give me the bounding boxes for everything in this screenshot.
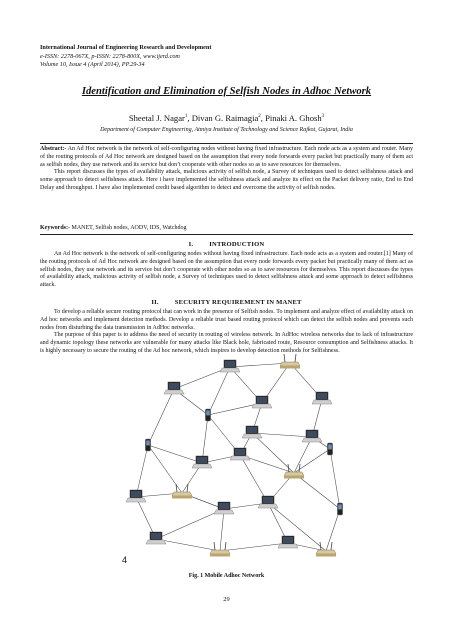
author-affil-mark: 3 xyxy=(321,114,325,120)
journal-name: International Journal of Engineering Research and Development xyxy=(40,44,212,51)
section-number: I. xyxy=(188,241,194,248)
abstract-top-rule xyxy=(40,143,413,144)
laptop-icon xyxy=(230,448,250,460)
laptop-icon xyxy=(126,490,146,502)
security-paragraph-2: The purpose of this paper is to address the need of security in routing of wireless network. In AdHoc wireless networks due to lack of infrastructure and dynamic topology these networks are vulnerable for many attacks like Black hole, fabricated route, Resource consumption and Selfishness attacks. It is highly necessary to secure the routing of the Ad hoc network, which inspires to develop detection methods for Selfishness. xyxy=(40,332,413,354)
phone-icon xyxy=(327,443,332,455)
keywords-label: Keywords:- xyxy=(40,225,70,231)
abstract-paragraph-1: An Ad Hoc network is the network of self-configuring nodes without having fixed infrastructure. Each node acts as a system and router. Many of the routing protocols of Ad Hoc network are designed based on the assumption that every node forwards every packet but practically many of them act as selfish nodes, they use network and its service but don’t cooperate with other nodes so as to save resources for themselves. xyxy=(40,146,413,168)
network-link xyxy=(330,449,340,509)
laptop-icon xyxy=(164,382,184,394)
network-link xyxy=(220,543,288,551)
abstract-paragraph-2: This report discusses the types of availability attack, malicious activity of selfish node, a Survey of techniques used to detect selfishness attack and some approach to detect selfishness attack. Here i have implemented the selfishness attack and analyze its effect on the Packet delivery ratio, End to End Delay and throughput. I have also implemented credit based algorithm to detect and overcome the activity of selfish nodes. xyxy=(40,169,413,191)
author-name: Sheetal J. Nagar xyxy=(128,113,185,123)
mobile-adhoc-network-figure xyxy=(112,345,348,571)
router-icon xyxy=(280,354,300,369)
figure-number-label: 4 xyxy=(122,555,128,565)
page-number: 29 xyxy=(223,596,230,603)
laptop-icon xyxy=(252,396,272,408)
author-separator: , xyxy=(187,113,192,123)
phone-icon xyxy=(145,439,150,451)
figure-caption: Fig. 1 Mobile Adhoc Network xyxy=(188,573,265,579)
security-paragraph-1: To develop a reliable secure routing protocol that can work in the presence of Selfish nodes. To implement and analyze effect of availability attack on Ad hoc networks and implement detection methods. Develop a reliable trust based routing protocol which can detect the selfish nodes and prevents such nodes from disturbing the data transmission in AdHoc networks. xyxy=(40,309,413,331)
network-link xyxy=(156,509,224,539)
section-title: INTRODUCTION xyxy=(209,241,265,248)
phone-icon xyxy=(205,409,210,421)
journal-issn: e-ISSN: 2278-067X, p-ISSN: 2278-800X, www.ijerd.com xyxy=(40,52,180,60)
author-name: Divan G. Raimagia xyxy=(191,113,259,123)
network-link xyxy=(294,437,312,473)
laptop-icon xyxy=(220,360,240,372)
keywords-bottom-rule xyxy=(40,234,413,235)
author-affiliation: Department of Computer Engineering, Atmiya Institute of Technology and Science Rajkot, Gujarat, India xyxy=(100,127,353,133)
laptop-icon xyxy=(146,532,166,544)
abstract xyxy=(40,146,413,193)
laptop-icon xyxy=(302,430,322,442)
network-link xyxy=(220,509,224,551)
introduction-paragraph: An Ad Hoc network is the network of self-configuring nodes without having fixed infrastructure. Each node acts as a system and router.[1] Many of the routing protocols of Ad Hoc network are designed based on the assumption that every node forwards every packet but practically many of them act as selfish nodes, they use network and its service but don’t cooperate with other nodes so as to save resources for themselves. This report discusses the types of availability attack, malicious activity of selfish node, a Survey of techniques used to detect selfishness attack and some approach to detect selfishness attack. xyxy=(40,251,413,289)
section-title: SECURITY REQUIREMENT IN MANET xyxy=(174,299,302,306)
router-icon xyxy=(172,484,192,499)
network-link xyxy=(148,445,202,463)
journal-header xyxy=(40,44,211,70)
laptop-icon xyxy=(258,496,278,508)
laptop-icon xyxy=(242,426,262,438)
paper-title: Identification and Elimination of Selfish Nodes in Adhoc Network xyxy=(81,86,372,97)
network-link xyxy=(136,445,148,497)
network-nodes xyxy=(126,354,343,557)
network-link xyxy=(156,539,220,551)
author-separator: , xyxy=(260,113,266,123)
author-affil-mark: 1 xyxy=(184,114,188,120)
section-heading-introduction xyxy=(40,241,413,248)
network-link xyxy=(148,389,174,445)
keywords xyxy=(40,225,413,233)
network-link xyxy=(252,433,294,473)
author-list xyxy=(30,113,423,123)
journal-volume: Volume 10, Issue 4 (April 2014), PP.29-34 xyxy=(40,61,145,69)
keywords-text: MANET, Selfish nodes, AODV, IDS, Watchdog xyxy=(70,225,187,231)
section-number: II. xyxy=(151,299,159,306)
laptop-icon xyxy=(312,392,332,404)
section-heading-security xyxy=(40,299,413,306)
network-link xyxy=(148,445,182,493)
laptop-icon xyxy=(278,536,298,548)
author-name: Pinaki A. Ghosh xyxy=(265,113,322,123)
author-affil-mark: 2 xyxy=(258,114,261,120)
phone-icon xyxy=(337,503,342,515)
abstract-label: Abstract:- xyxy=(40,146,67,152)
network-link xyxy=(326,509,340,551)
network-link xyxy=(268,503,326,551)
laptop-icon xyxy=(192,456,212,468)
